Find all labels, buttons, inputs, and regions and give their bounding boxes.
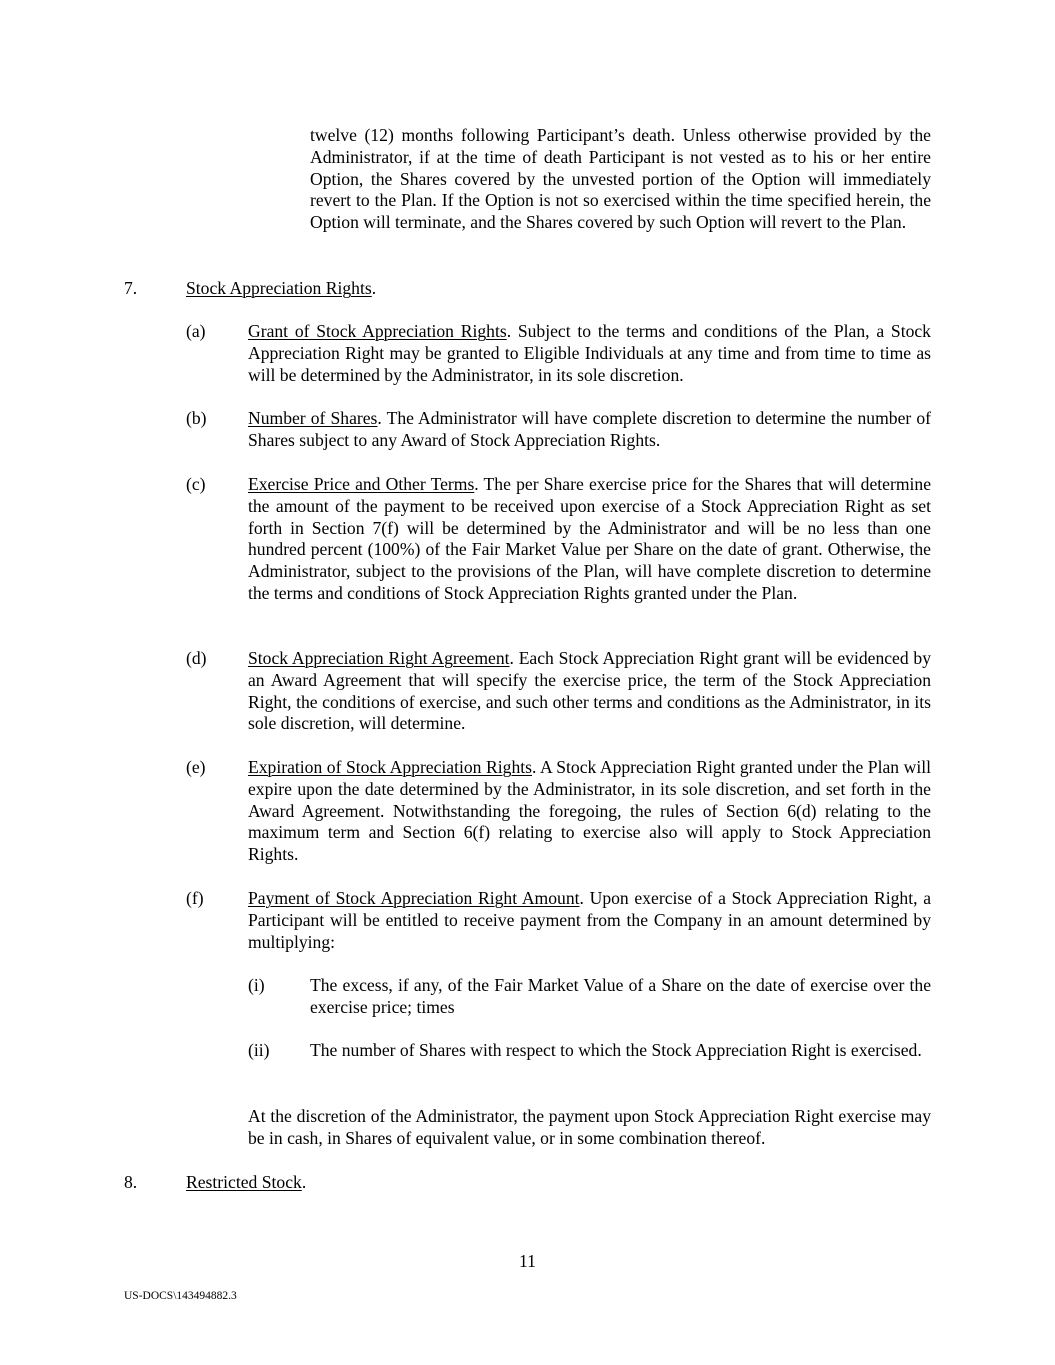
item-e-text: . A Stock Appreciation Right granted under the Plan will expire upon the date determined by the Administrator, in its sole discretion, and set forth in the Award Agreement. Notwithstanding the foregoing, the rules of Section 6(d) relating to the maximum term and Section 6(f) relating to exercise also will apply to Stock Appreciation Rights.: [248, 757, 931, 865]
closing-paragraph: At the discretion of the Administrator, the payment upon Stock Appreciation Right exercise may be in cash, in Shares of equivalent value, or in some combination thereof.: [248, 1106, 931, 1148]
section-8-title: Restricted Stock: [186, 1172, 302, 1192]
item-a-title: Grant of Stock Appreciation Rights: [248, 321, 507, 341]
item-b-title: Number of Shares: [248, 408, 378, 428]
subitem-i-label: (i): [248, 975, 265, 995]
item-b-label: (b): [186, 408, 207, 428]
item-c-text: . The per Share exercise price for the Shares that will determine the amount of the payment to be received upon exercise of a Stock Appreciation Right as set forth in Section 7(f) will be determined by the Administrator and will be no less than one hundred percent (100%) of the Fair Market Value per Share on the date of grant. Otherwise, the Administrator, subject to the provisions of the Plan, will have complete discretion to determine the terms and conditions of Stock Appreciation Rights granted under the Plan.: [248, 474, 932, 603]
item-d-paragraph: [248, 648, 931, 735]
section-7-title: Stock Appreciation Rights: [186, 278, 372, 298]
item-c-paragraph: [248, 474, 931, 605]
section-8-number: 8.: [124, 1172, 138, 1192]
continuation-paragraph: twelve (12) months following Participant’s death. Unless otherwise provided by the Administrator, if at the time of death Participant is not vested as to his or her entire Option, the Shares covered by the unvested portion of the Option will immediately revert to the Plan. If the Option is not so exercised within the time specified herein, the Option will terminate, and the Shares covered by such Option will revert to the Plan.: [310, 125, 931, 233]
subitem-ii-label: (ii): [248, 1040, 270, 1060]
item-b-text: . The Administrator will have complete discretion to determine the number of Shares subject to any Award of Stock Appreciation Rights.: [248, 408, 931, 450]
item-f-paragraph: [248, 888, 931, 953]
item-a-label: (a): [186, 321, 206, 341]
item-f-text: . Upon exercise of a Stock Appreciation Right, a Participant will be entitled to receive payment from the Company in an amount determined by multiplying:: [248, 888, 932, 952]
document-id: US-DOCS\143494882.3: [124, 1290, 237, 1302]
item-a-paragraph: [248, 321, 931, 386]
page-number: 11: [519, 1251, 536, 1271]
section-8-heading: Restricted Stock.: [186, 1172, 307, 1192]
item-d-label: (d): [186, 648, 207, 668]
section-7-number: 7.: [124, 278, 138, 298]
item-c-label: (c): [186, 474, 206, 494]
item-e-label: (e): [186, 757, 206, 777]
section-7-heading: Stock Appreciation Rights.: [186, 278, 377, 298]
item-f-label: (f): [186, 888, 204, 908]
item-d-text: . Each Stock Appreciation Right grant will be evidenced by an Award Agreement that will specify the exercise price, the term of the Stock Appreciation Right, the conditions of exercise, and such other terms and conditions as the Administrator, in its sole discretion, will determine.: [248, 648, 932, 734]
item-e-paragraph: [248, 757, 931, 866]
item-b-paragraph: [248, 408, 931, 452]
item-f-title: Payment of Stock Appreciation Right Amount: [248, 888, 580, 908]
item-c-title: Exercise Price and Other Terms: [248, 474, 475, 494]
item-d-title: Stock Appreciation Right Agreement: [248, 648, 510, 668]
subitem-ii-text: The number of Shares with respect to which the Stock Appreciation Right is exercised.: [310, 1040, 922, 1060]
item-e-title: Expiration of Stock Appreciation Rights: [248, 757, 532, 777]
item-a-text: . Subject to the terms and conditions of the Plan, a Stock Appreciation Right may be granted to Eligible Individuals at any time and from time to time as will be determined by the Administrator, in its sole discretion.: [248, 321, 931, 385]
subitem-i-text: The excess, if any, of the Fair Market Value of a Share on the date of exercise over the exercise price; times: [310, 975, 931, 1017]
